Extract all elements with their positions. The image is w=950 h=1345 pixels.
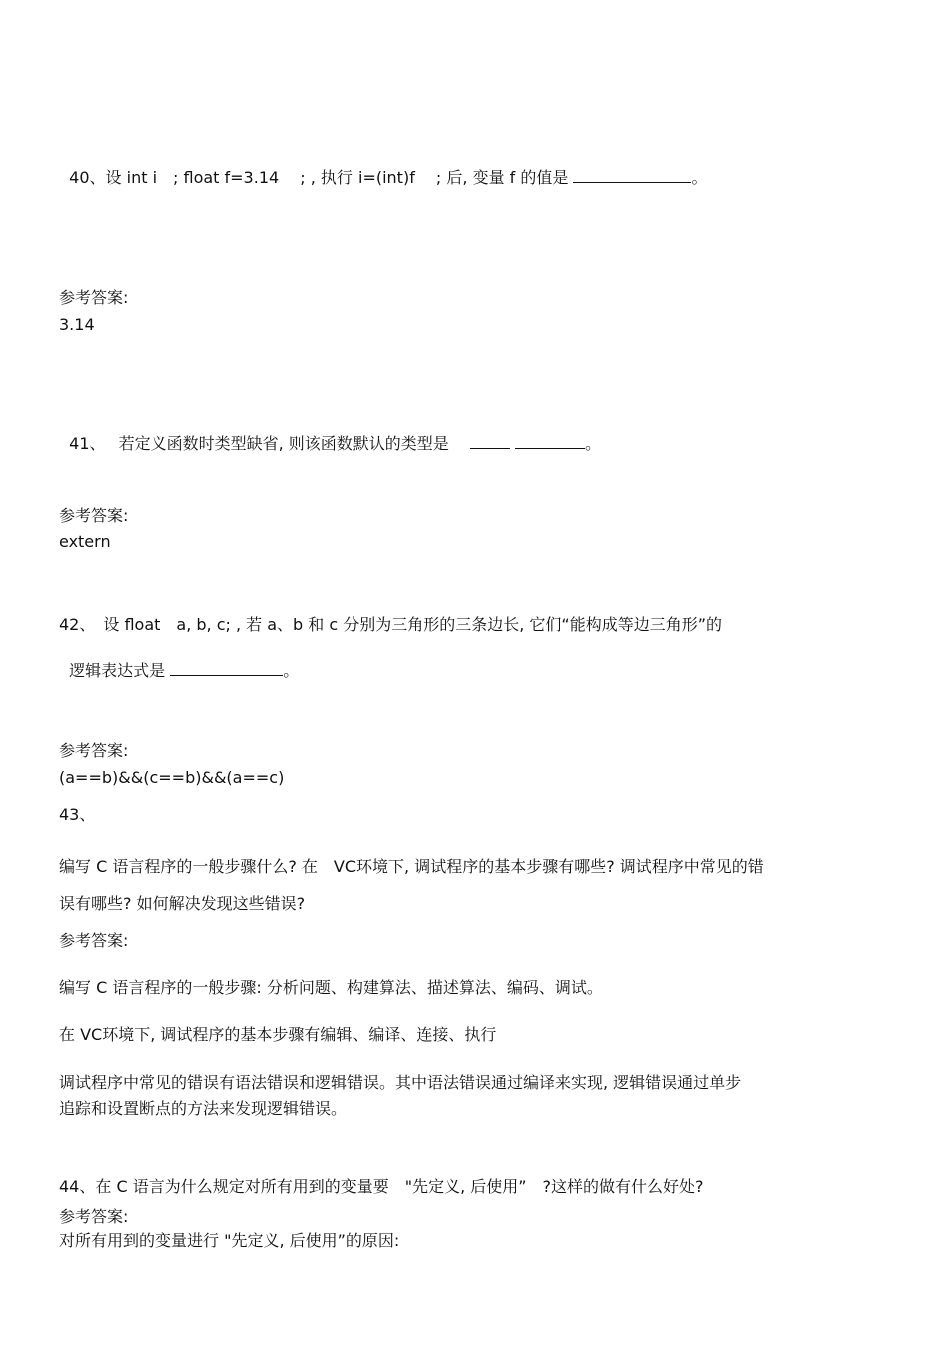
question-40-text: 40、设 int i ; float f=3.14 ; , 执行 i=(int)f ; 后, 变量 f 的值是	[69, 168, 569, 187]
answer-44-line1: 对所有用到的变量进行 "先定义, 后使用”的原因:	[59, 1231, 400, 1250]
answer-label-42: 参考答案:	[59, 741, 129, 760]
question-42-line2	[59, 641, 299, 681]
answer-blank	[573, 168, 691, 183]
answer-label-40: 参考答案:	[59, 288, 129, 307]
answer-label-41: 参考答案:	[59, 506, 129, 525]
answer-label-43: 参考答案:	[59, 931, 129, 950]
answer-43-line1: 编写 C 语言程序的一般步骤: 分析问题、构建算法、描述算法、编码、调试。	[59, 978, 603, 997]
question-42-text: 逻辑表达式是	[69, 661, 166, 680]
answer-blank	[515, 434, 585, 449]
question-41-text: 41、 若定义函数时类型缺省, 则该函数默认的类型是	[69, 434, 449, 453]
answer-41: extern	[59, 532, 111, 551]
question-42-line1: 42、 设 float a, b, c; , 若 a、b 和 c 分别为三角形的三条边长, 它们“能构成等边三角形”的	[59, 615, 722, 634]
answer-label-44: 参考答案:	[59, 1207, 129, 1226]
period: 。	[691, 168, 708, 187]
question-41	[59, 414, 601, 454]
period: 。	[283, 661, 300, 680]
answer-43-line3: 调试程序中常见的错误有语法错误和逻辑错误。其中语法错误通过编译来实现, 逻辑错误通过单步	[59, 1073, 742, 1092]
answer-43-line4: 追踪和设置断点的方法来发现逻辑错误。	[59, 1099, 348, 1118]
question-43-number: 43、	[59, 805, 96, 824]
answer-43-line2: 在 VC环境下, 调试程序的基本步骤有编辑、编译、连接、执行	[59, 1025, 497, 1044]
answer-40: 3.14	[59, 315, 95, 334]
question-43-line2: 误有哪些? 如何解决发现这些错误?	[59, 894, 306, 913]
answer-blank	[470, 434, 510, 449]
question-44: 44、在 C 语言为什么规定对所有用到的变量要 "先定义, 后使用” ?这样的做有什么好处?	[59, 1177, 704, 1196]
question-40	[59, 148, 707, 188]
answer-blank	[170, 661, 283, 676]
question-43-line1: 编写 C 语言程序的一般步骤什么? 在 VC环境下, 调试程序的基本步骤有哪些? 调试程序中常见的错	[59, 857, 764, 876]
answer-42: (a==b)&&(c==b)&&(a==c)	[59, 768, 285, 787]
period: 。	[584, 434, 601, 453]
